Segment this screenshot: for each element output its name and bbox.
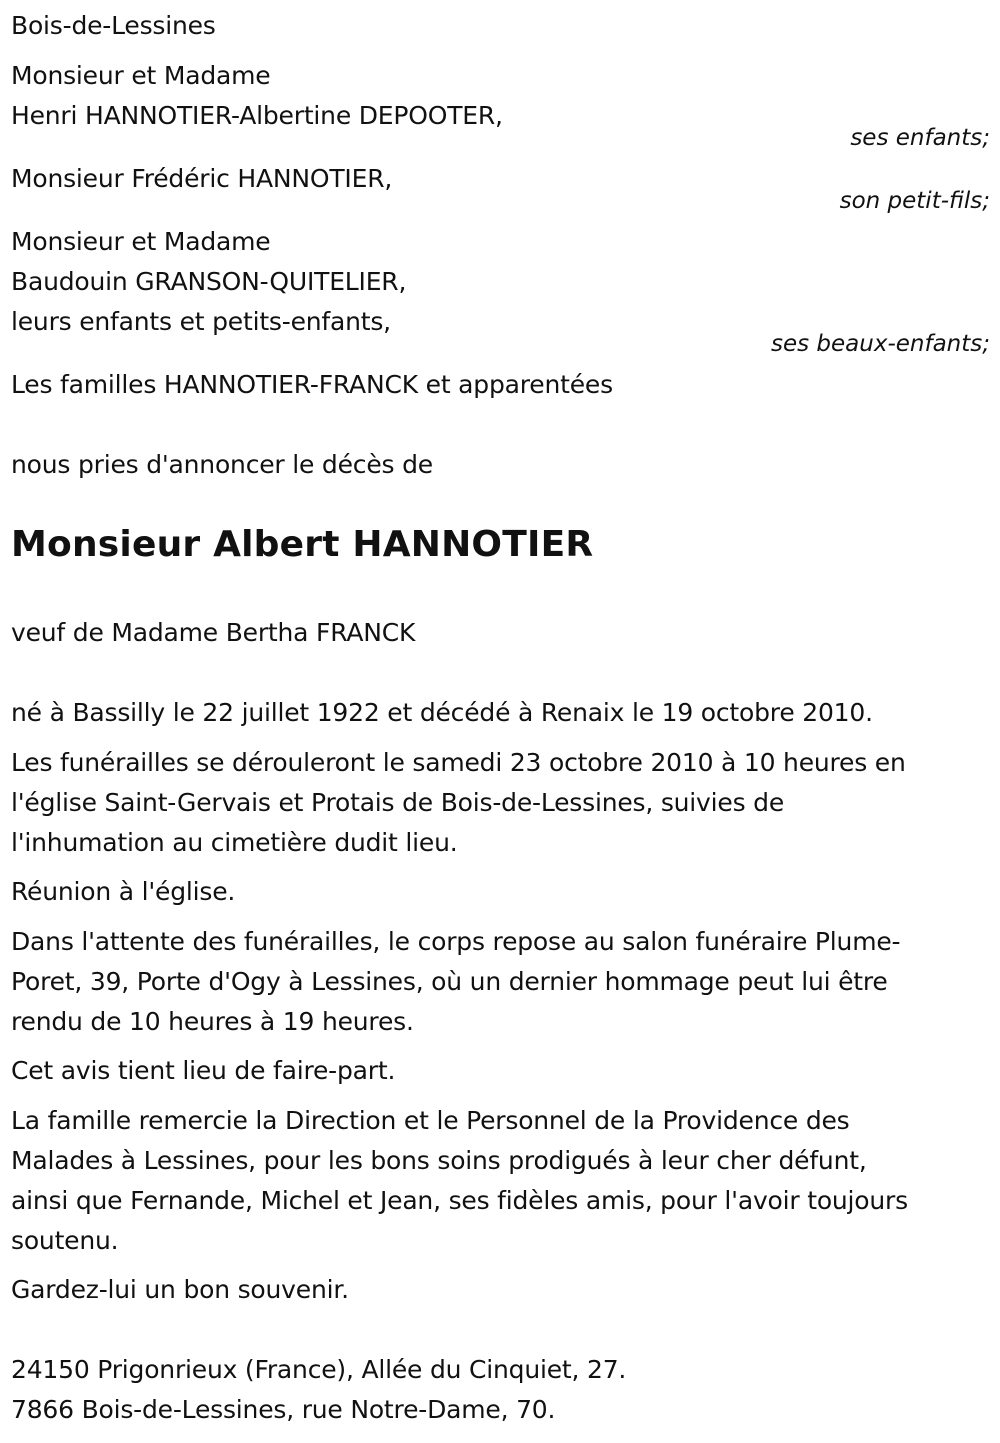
birth-death-line: né à Bassilly le 22 juillet 1922 et décédé à Renaix le 19 octobre 2010. <box>11 698 873 727</box>
grandson-line: Monsieur Frédéric HANNOTIER, <box>11 164 393 193</box>
deceased-name: Monsieur Albert HANNOTIER <box>11 524 594 565</box>
funeral-line-2: l'église Saint-Gervais et Protais de Bois-de-Lessines, suivies de <box>11 788 784 817</box>
funeral-line-1: Les funérailles se dérouleront le samedi 23 octobre 2010 à 10 heures en <box>11 748 906 777</box>
meeting-line: Réunion à l'église. <box>11 877 236 906</box>
children-line-2: Henri HANNOTIER-Albertine DEPOOTER, <box>11 101 503 130</box>
children-role: ses enfants; <box>850 125 990 151</box>
thanks-line-4: soutenu. <box>11 1226 119 1255</box>
funeral-line-3: l'inhumation au cimetière dudit lieu. <box>11 828 458 857</box>
families-line: Les familles HANNOTIER-FRANCK et apparentées <box>11 370 613 399</box>
rest-line-1: Dans l'attente des funérailles, le corps repose au salon funéraire Plume- <box>11 927 901 956</box>
rest-line-2: Poret, 39, Porte d'Ogy à Lessines, où un dernier hommage peut lui être <box>11 967 888 996</box>
thanks-line-1: La famille remercie la Direction et le Personnel de la Providence des <box>11 1106 850 1135</box>
inlaws-role: ses beaux-enfants; <box>770 331 990 357</box>
inlaws-line-3: leurs enfants et petits-enfants, <box>11 307 391 336</box>
thanks-line-3: ainsi que Fernande, Michel et Jean, ses fidèles amis, pour l'avoir toujours <box>11 1186 908 1215</box>
notice-line: Cet avis tient lieu de faire-part. <box>11 1056 396 1085</box>
closing-line: Gardez-lui un bon souvenir. <box>11 1275 349 1304</box>
inlaws-line-2: Baudouin GRANSON-QUITELIER, <box>11 267 407 296</box>
place-heading: Bois-de-Lessines <box>11 11 216 40</box>
address-line-2: 7866 Bois-de-Lessines, rue Notre-Dame, 70. <box>11 1395 556 1424</box>
grandson-role: son petit-fils; <box>839 188 990 214</box>
children-line-1: Monsieur et Madame <box>11 61 271 90</box>
inlaws-line-1: Monsieur et Madame <box>11 227 271 256</box>
thanks-line-2: Malades à Lessines, pour les bons soins prodigués à leur cher défunt, <box>11 1146 867 1175</box>
address-line-1: 24150 Prigonrieux (France), Allée du Cinquiet, 27. <box>11 1355 627 1384</box>
rest-line-3: rendu de 10 heures à 19 heures. <box>11 1007 414 1036</box>
widower-line: veuf de Madame Bertha FRANCK <box>11 618 416 647</box>
announce-line: nous pries d'annoncer le décès de <box>11 450 433 479</box>
